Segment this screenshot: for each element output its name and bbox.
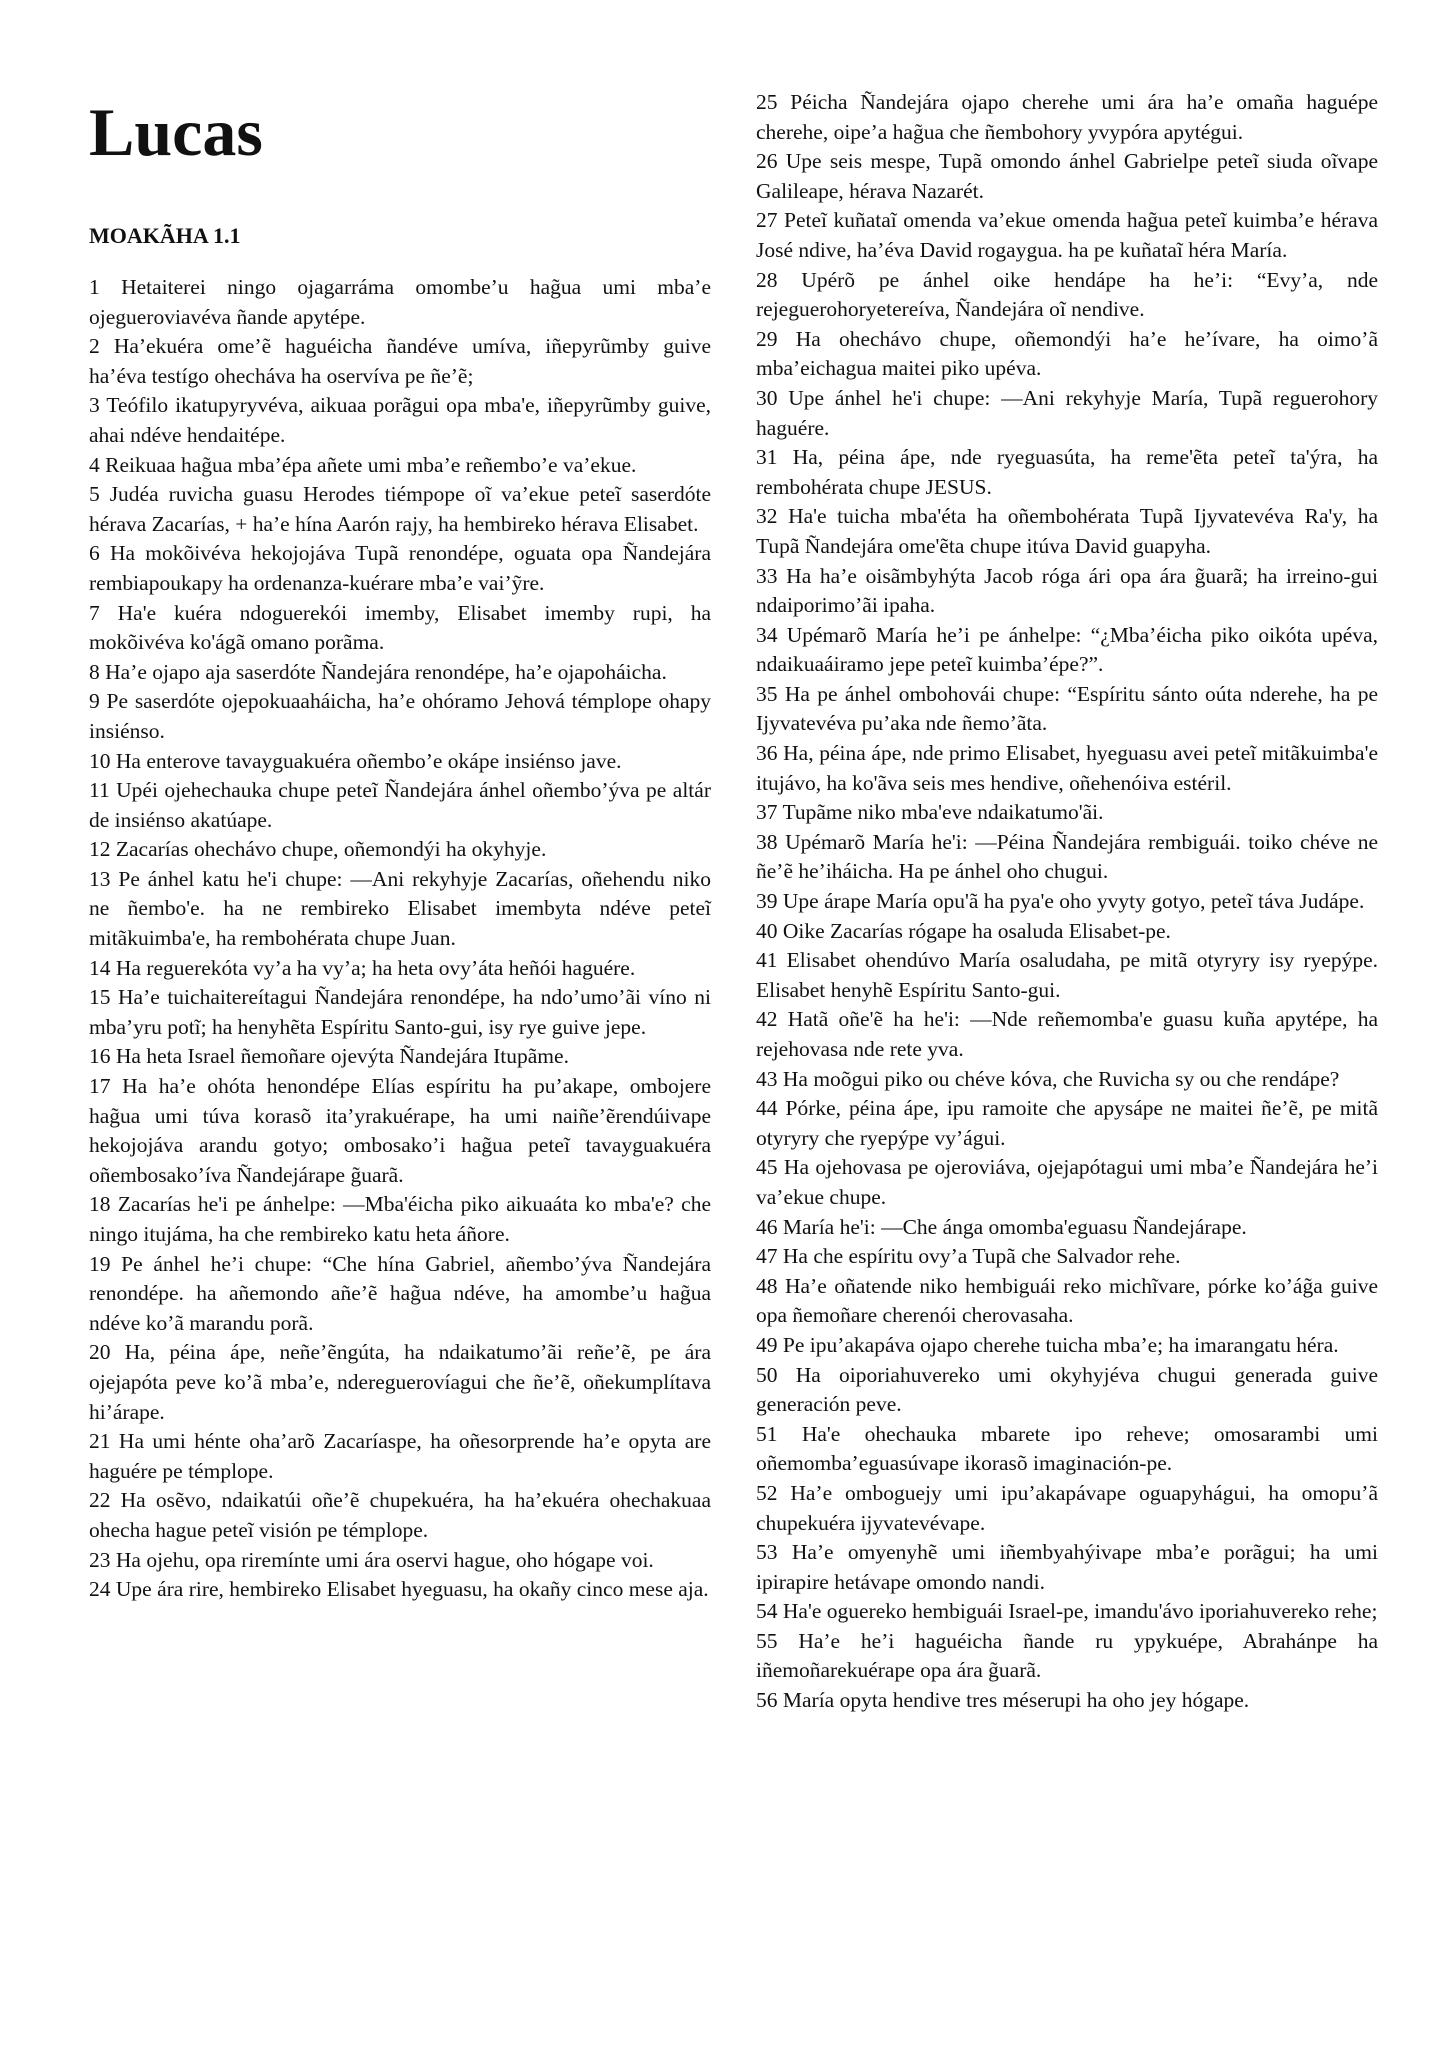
verse: 15 Ha’e tuichaitereítagui Ñandejára renondépe, ha ndo’umo’ãi víno ni mba’yru potĩ; ha henyhẽta Espíritu Santo-gui, isy rye guive jepe. — [89, 985, 711, 1039]
verse: 29 Ha ohechávo chupe, oñemondýi ha’e he’ívare, ha oimo’ã mba’eichagua maitei piko upéva. — [756, 326, 1378, 381]
verse: 47 Ha che espíritu ovy’a Tupã che Salvador rehe. — [756, 1244, 1181, 1269]
verse: 55 Ha’e he’i haguéicha ñande ru ypykuépe, Abrahánpe ha iñemoñarekuérape opa ára g̃uarã. — [756, 1628, 1378, 1683]
book-title: Lucas — [89, 94, 263, 170]
verse: 9 Pe saserdóte ojepokuaaháicha, ha’e ohóramo Jehová témplope ohapy insiénso. — [89, 689, 711, 743]
verse: 56 María opyta hendive tres méserupi ha oho jey hógape. — [756, 1688, 1250, 1713]
verse: 44 Pórke, péina ápe, ipu ramoite che apysápe ne maitei ñe’ẽ, pe mitã otyryry che ryepýpe vy’águi. — [756, 1096, 1378, 1150]
verse: 54 Ha'e oguereko hembiguái Israel-pe, imandu'ávo iporiahuvereko rehe; — [756, 1599, 1378, 1624]
right-column — [756, 88, 1378, 1716]
left-column — [89, 0, 711, 1605]
verse: 30 Upe ánhel he'i chupe: —Ani rekyhyje María, Tupã reguerohory haguére. — [756, 385, 1378, 440]
verse: 40 Oike Zacarías rógape ha osaluda Elisabet-pe. — [756, 918, 1171, 943]
verse: 4 Reikuaa hag̃ua mba’épa añete umi mba’e reñembo’e va’ekue. — [89, 452, 637, 477]
verse: 7 Ha'e kuéra ndoguerekói imemby, Elisabet imemby rupi, ha mokõivéva ko'ágã omano porãma. — [89, 600, 711, 655]
verse: 27 Peteĩ kuñataĩ omenda va’ekue omenda hag̃ua peteĩ kuimba’e hérava José ndive, ha’éva David rogaygua. ha pe kuñataĩ héra María. — [756, 208, 1378, 262]
verse: 2 Ha’ekuéra ome’ẽ haguéicha ñandéve umíva, iñepyrũmby guive ha’éva testígo ohecháva ha oservíva pe ñe’ẽ; — [89, 334, 711, 388]
verse: 48 Ha’e oñatende niko hembiguái reko michĩvare, pórke ko’ág̃a guive opa ñemoñare cherenói cherovasaha. — [756, 1273, 1378, 1328]
verse: 38 Upémarõ María he'i: —Péina Ñandejára rembiguái. toiko chéve ne ñe’ẽ he’iháicha. Ha pe ánhel oho chugui. — [756, 829, 1378, 884]
verse: 3 Teófilo ikatupyryvéva, aikuaa porãgui opa mba'e, iñepyrũmby guive, ahai ndéve hendaitépe. — [89, 393, 711, 447]
verse: 17 Ha ha’e ohóta henondépe Elías espíritu ha pu’akape, ombojere hag̃ua umi túva korasõ ita’yrakuérape, ha umi naiñe’ẽrendúivape hekojojáva arandu gotyo; ombosako’i hag̃ua peteĩ tavayguakuéra oñembosako’íva Ñandejárape g̃uarã. — [89, 1074, 711, 1187]
verse: 36 Ha, péina ápe, nde primo Elisabet, hyeguasu avei peteĩ mitãkuimba'e itujávo, ha ko'ãva seis mes hendive, oñehenóiva estéril. — [756, 741, 1378, 795]
verse: 23 Ha ojehu, opa riremínte umi ára oservi hague, oho hógape voi. — [89, 1547, 654, 1572]
verse: 24 Upe ára rire, hembireko Elisabet hyeguasu, ha okañy cinco mese aja. — [89, 1577, 709, 1602]
verse: 8 Ha’e ojapo aja saserdóte Ñandejára renondépe, ha’e ojapoháicha. — [89, 659, 667, 684]
verse: 11 Upéi ojehechauka chupe peteĩ Ñandejára ánhel oñembo’ýva pe altár de insiénso akatúape. — [89, 778, 711, 832]
verse: 31 Ha, péina ápe, nde ryeguasúta, ha reme'ẽta peteĩ ta'ýra, ha rembohérata chupe JESUS. — [756, 445, 1378, 499]
verse: 45 Ha ojehovasa pe ojeroviáva, ojejapótagui umi mba’e Ñandejára he’i va’ekue chupe. — [756, 1155, 1378, 1209]
verse: 6 Ha mokõivéva hekojojáva Tupã renondépe, oguata opa Ñandejára rembiapoukapy ha ordenanza-kuérare mba’e vai’ỹre. — [89, 541, 711, 595]
verse: 18 Zacarías he'i pe ánhelpe: —Mba'éicha piko aikuaáta ko mba'e? che ningo itujáma, ha che rembireko katu heta áñore. — [89, 1192, 711, 1246]
verse: 35 Ha pe ánhel ombohovái chupe: “Espíritu sánto oúta nderehe, ha pe Ijyvatevéva pu’aka nde ñemo’ãta. — [756, 681, 1378, 736]
verse: 42 Hatã oñe'ẽ ha he'i: —Nde reñemomba'e guasu kuña apytépe, ha rejehovasa nde rete yva. — [756, 1007, 1378, 1061]
chapter-heading: MOAKÃHA 1.1 — [89, 223, 241, 248]
verse: 50 Ha oiporiahuvereko umi okyhyjéva chugui generada guive generación peve. — [756, 1362, 1378, 1417]
verse: 39 Upe árape María opu'ã ha pya'e oho yvyty gotyo, peteĩ táva Judápe. — [756, 889, 1365, 914]
verse: 52 Ha’e omboguejy umi ipu’akapávape oguapyhágui, ha omopu’ã chupekuéra ijyvatevévape. — [756, 1480, 1378, 1535]
verse: 53 Ha’e omyenyhẽ umi iñembyahýivape mba’e porãgui; ha umi ipirapire hetávape omondo nandi. — [756, 1540, 1378, 1594]
verse: 43 Ha moõgui piko ou chéve kóva, che Ruvicha sy ou che rendápe? — [756, 1066, 1340, 1091]
verse: 34 Upémarõ María he’i pe ánhelpe: “¿Mba’éicha piko oikóta upéva, ndaikuaáiramo jepe peteĩ kuimba’épe?”. — [756, 622, 1378, 677]
verse: 37 Tupãme niko mba'eve ndaikatumo'ãi. — [756, 800, 1104, 825]
verse: 19 Pe ánhel he’i chupe: “Che hína Gabriel, añembo’ýva Ñandejára renondépe. ha añemondo añe’ẽ hag̃ua ndéve, ha amombe’u hag̃ua ndéve ko’ã marandu porã. — [89, 1251, 711, 1335]
verse: 26 Upe seis mespe, Tupã omondo ánhel Gabrielpe peteĩ siuda oĩvape Galileape, hérava Nazarét. — [756, 149, 1378, 203]
verse: 25 Péicha Ñandejára ojapo cherehe umi ára ha’e omaña haguépe cherehe, oipe’a hag̃ua che ñembohory yvypóra apytégui. — [756, 90, 1378, 144]
verse: 12 Zacarías ohechávo chupe, oñemondýi ha okyhyje. — [89, 837, 547, 862]
verse: 16 Ha heta Israel ñemoñare ojevýta Ñandejára Itupãme. — [89, 1044, 569, 1069]
verse: 21 Ha umi hénte oha’arõ Zacaríaspe, ha oñesorprende ha’e opyta are haguére pe témplope. — [89, 1429, 711, 1483]
verse: 33 Ha ha’e oisãmbyhýta Jacob róga ári opa ára g̃uarã; ha irreino-gui ndaiporimo’ãi ipaha. — [756, 563, 1378, 618]
verse: 28 Upérõ pe ánhel oike hendápe ha he’i: “Evy’a, nde rejeguerohoryetereíva, Ñandejára oĩ nendive. — [756, 267, 1378, 322]
verse: 51 Ha'e ohechauka mbarete ipo reheve; omosarambi umi oñemomba’eguasúvape ikorasõ imaginación-pe. — [756, 1421, 1378, 1476]
verse: 46 María he'i: —Che ánga omomba'eguasu Ñandejárape. — [756, 1214, 1247, 1239]
verse: 22 Ha osẽvo, ndaikatúi oñe’ẽ chupekuéra, ha ha’ekuéra ohechakuaa ohecha hague peteĩ visión pe témplope. — [89, 1488, 711, 1542]
verse: 1 Hetaiterei ningo ojagarráma omombe’u hag̃ua umi mba’e ojegueroviavéva ñande apytépe. — [89, 275, 711, 329]
verse: 13 Pe ánhel katu he'i chupe: —Ani rekyhyje Zacarías, oñehendu niko ne ñembo'e. ha ne rembireko Elisabet imembyta ndéve peteĩ mitãkuimba'e, ha rembohérata chupe Juan. — [89, 866, 711, 951]
verse: 49 Pe ipu’akapáva ojapo cherehe tuicha mba’e; ha imarangatu héra. — [756, 1332, 1339, 1357]
verse: 20 Ha, péina ápe, neñe’ẽngúta, ha ndaikatumo’ãi reñe’ẽ, pe ára ojejapóta peve ko’ã mba’e, ndereguerovíagui che ñe’ẽ, oñekumplítava hi’árape. — [89, 1340, 711, 1424]
verse: 41 Elisabet ohendúvo María osaludaha, pe mitã otyryry isy ryepýpe. Elisabet henyhẽ Espíritu Santo-gui. — [756, 948, 1378, 1002]
verse: 14 Ha reguerekóta vy’a ha vy’a; ha heta ovy’áta heñói haguére. — [89, 955, 636, 980]
verse: 10 Ha enterove tavayguakuéra oñembo’e okápe insiénso jave. — [89, 748, 622, 773]
verse: 5 Judéa ruvicha guasu Herodes tiémpope oĩ va’ekue peteĩ saserdóte hérava Zacarías, + ha’e hína Aarón rajy, ha hembireko hérava Elisabet. — [89, 482, 711, 536]
verse: 32 Ha'e tuicha mba'éta ha oñembohérata Tupã Ijyvatevéva Ra'y, ha Tupã Ñandejára ome'ẽta chupe itúva David guapyha. — [756, 504, 1378, 558]
